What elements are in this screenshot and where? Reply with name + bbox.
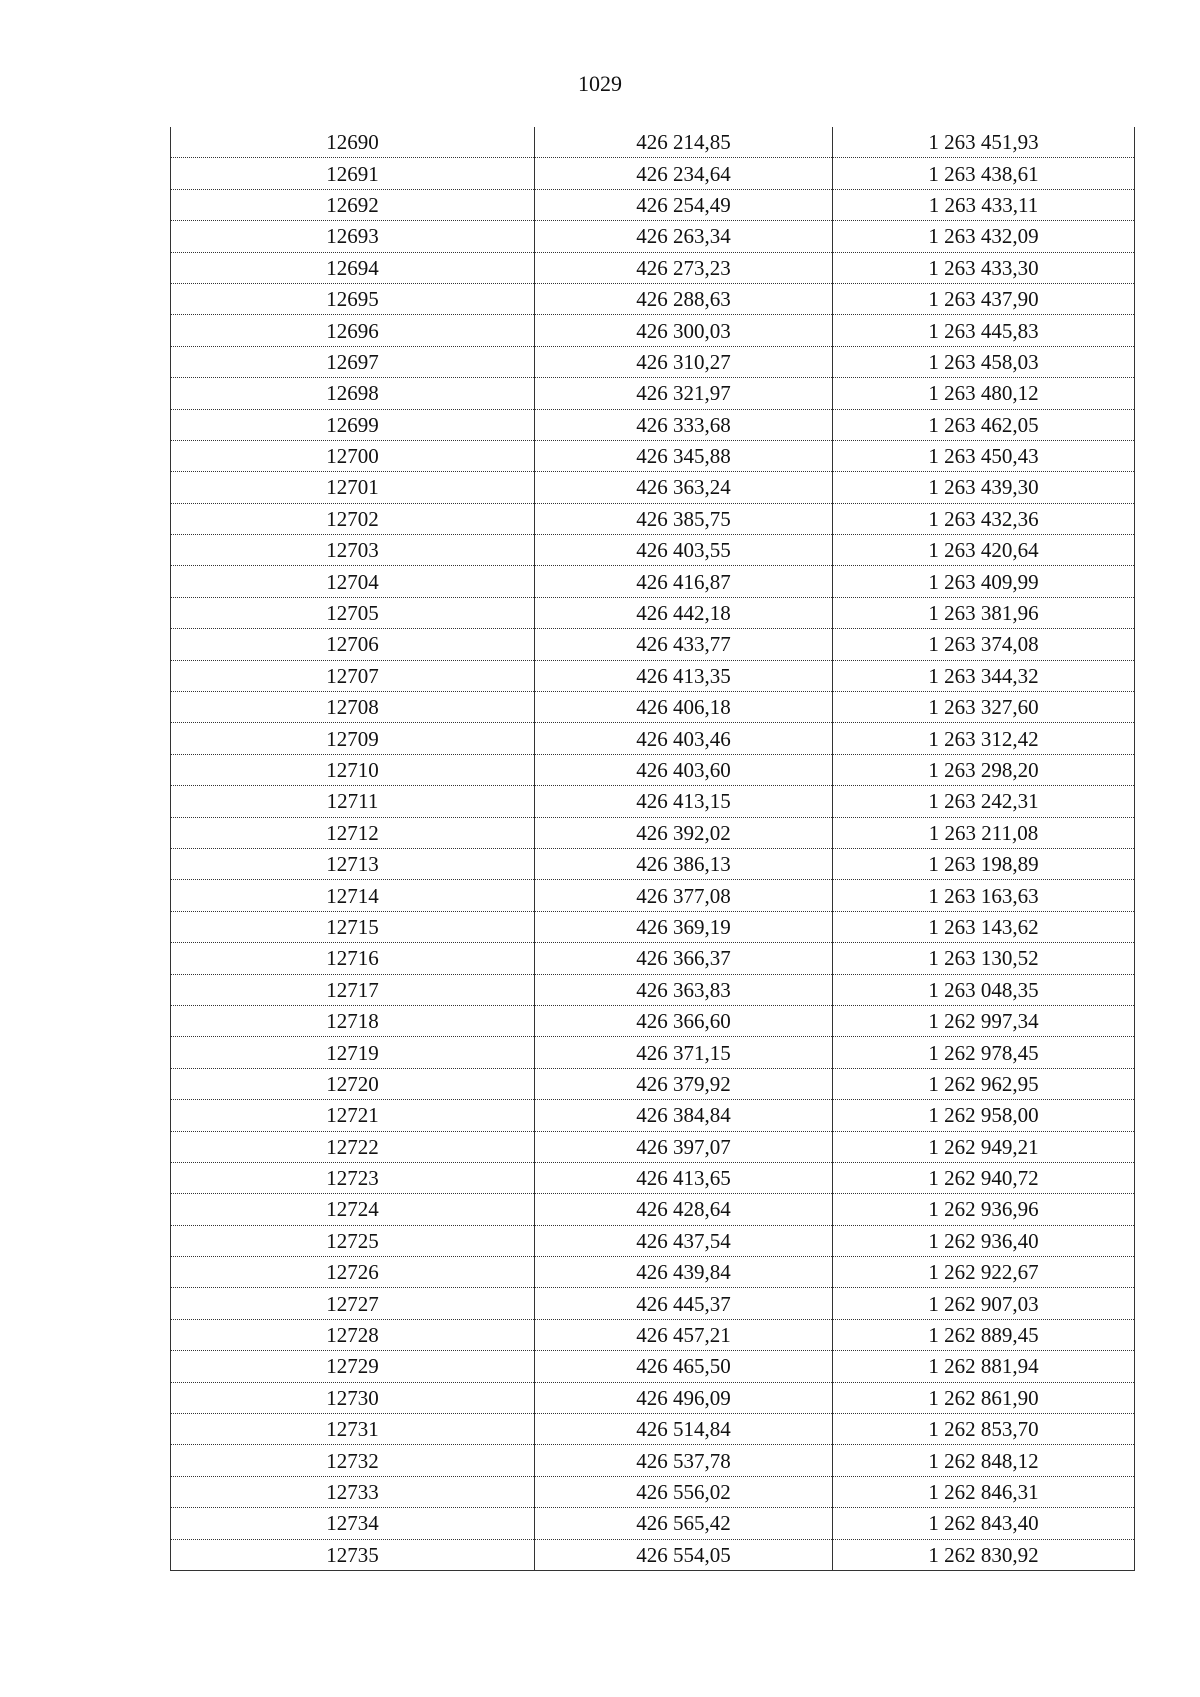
table-row [171,535,1135,566]
y-coordinate-cell: 1 262 848,12 [833,1445,1135,1476]
y-coordinate-cell: 1 263 198,89 [833,848,1135,879]
x-coordinate-cell: 426 386,13 [535,848,833,879]
y-coordinate-cell: 1 262 922,67 [833,1257,1135,1288]
x-coordinate-cell: 426 554,05 [535,1539,833,1570]
x-coordinate-cell: 426 273,23 [535,252,833,283]
x-coordinate-cell: 426 363,83 [535,974,833,1005]
point-number-cell: 12726 [171,1257,535,1288]
y-coordinate-cell: 1 263 458,03 [833,346,1135,377]
y-coordinate-cell: 1 263 374,08 [833,629,1135,660]
point-number-cell: 12698 [171,378,535,409]
x-coordinate-cell: 426 439,84 [535,1257,833,1288]
table-row [171,378,1135,409]
y-coordinate-cell: 1 263 143,62 [833,911,1135,942]
point-number-cell: 12709 [171,723,535,754]
y-coordinate-cell: 1 263 450,43 [833,440,1135,471]
x-coordinate-cell: 426 214,85 [535,127,833,158]
y-coordinate-cell: 1 262 936,40 [833,1225,1135,1256]
table-row [171,660,1135,691]
table-row [171,1508,1135,1539]
y-coordinate-cell: 1 263 242,31 [833,786,1135,817]
x-coordinate-cell: 426 403,60 [535,754,833,785]
x-coordinate-cell: 426 300,03 [535,315,833,346]
point-number-cell: 12731 [171,1414,535,1445]
x-coordinate-cell: 426 457,21 [535,1319,833,1350]
x-coordinate-cell: 426 537,78 [535,1445,833,1476]
table-row [171,189,1135,220]
point-number-cell: 12704 [171,566,535,597]
point-number-cell: 12701 [171,472,535,503]
point-number-cell: 12707 [171,660,535,691]
table-row [171,943,1135,974]
point-number-cell: 12703 [171,535,535,566]
y-coordinate-cell: 1 263 130,52 [833,943,1135,974]
table-row [171,440,1135,471]
x-coordinate-cell: 426 310,27 [535,346,833,377]
table-row [171,315,1135,346]
point-number-cell: 12695 [171,283,535,314]
y-coordinate-cell: 1 263 445,83 [833,315,1135,346]
point-number-cell: 12729 [171,1351,535,1382]
table-row [171,723,1135,754]
y-coordinate-cell: 1 262 843,40 [833,1508,1135,1539]
point-number-cell: 12719 [171,1037,535,1068]
point-number-cell: 12694 [171,252,535,283]
x-coordinate-cell: 426 416,87 [535,566,833,597]
y-coordinate-cell: 1 262 846,31 [833,1476,1135,1507]
point-number-cell: 12716 [171,943,535,974]
point-number-cell: 12733 [171,1476,535,1507]
y-coordinate-cell: 1 262 907,03 [833,1288,1135,1319]
y-coordinate-cell: 1 263 432,09 [833,221,1135,252]
y-coordinate-cell: 1 262 881,94 [833,1351,1135,1382]
point-number-cell: 12718 [171,1005,535,1036]
point-number-cell: 12690 [171,127,535,158]
table-row [171,127,1135,158]
point-number-cell: 12696 [171,315,535,346]
table-row [171,1351,1135,1382]
point-number-cell: 12699 [171,409,535,440]
point-number-cell: 12724 [171,1194,535,1225]
table-row [171,692,1135,723]
table-row [171,911,1135,942]
x-coordinate-cell: 426 363,24 [535,472,833,503]
table-row [171,597,1135,628]
point-number-cell: 12728 [171,1319,535,1350]
y-coordinate-cell: 1 263 312,42 [833,723,1135,754]
point-number-cell: 12712 [171,817,535,848]
point-number-cell: 12727 [171,1288,535,1319]
point-number-cell: 12717 [171,974,535,1005]
y-coordinate-cell: 1 262 949,21 [833,1131,1135,1162]
x-coordinate-cell: 426 413,15 [535,786,833,817]
x-coordinate-cell: 426 366,37 [535,943,833,974]
y-coordinate-cell: 1 262 962,95 [833,1068,1135,1099]
x-coordinate-cell: 426 442,18 [535,597,833,628]
x-coordinate-cell: 426 366,60 [535,1005,833,1036]
table-row [171,283,1135,314]
y-coordinate-cell: 1 263 420,64 [833,535,1135,566]
y-coordinate-cell: 1 263 432,36 [833,503,1135,534]
y-coordinate-cell: 1 263 327,60 [833,692,1135,723]
point-number-cell: 12725 [171,1225,535,1256]
point-number-cell: 12708 [171,692,535,723]
y-coordinate-cell: 1 262 861,90 [833,1382,1135,1413]
y-coordinate-cell: 1 263 433,11 [833,189,1135,220]
table-row [171,1037,1135,1068]
x-coordinate-cell: 426 406,18 [535,692,833,723]
point-number-cell: 12735 [171,1539,535,1570]
point-number-cell: 12692 [171,189,535,220]
point-number-cell: 12706 [171,629,535,660]
y-coordinate-cell: 1 262 853,70 [833,1414,1135,1445]
point-number-cell: 12734 [171,1508,535,1539]
point-number-cell: 12697 [171,346,535,377]
point-number-cell: 12691 [171,158,535,189]
point-number-cell: 12732 [171,1445,535,1476]
coordinates-table-body [171,127,1135,1570]
y-coordinate-cell: 1 262 978,45 [833,1037,1135,1068]
y-coordinate-cell: 1 262 889,45 [833,1319,1135,1350]
x-coordinate-cell: 426 413,35 [535,660,833,691]
table-row [171,1225,1135,1256]
point-number-cell: 12693 [171,221,535,252]
x-coordinate-cell: 426 288,63 [535,283,833,314]
x-coordinate-cell: 426 403,46 [535,723,833,754]
table-row [171,848,1135,879]
table-row [171,252,1135,283]
x-coordinate-cell: 426 433,77 [535,629,833,660]
y-coordinate-cell: 1 263 437,90 [833,283,1135,314]
table-row [171,158,1135,189]
point-number-cell: 12714 [171,880,535,911]
point-number-cell: 12713 [171,848,535,879]
x-coordinate-cell: 426 397,07 [535,1131,833,1162]
point-number-cell: 12723 [171,1162,535,1193]
x-coordinate-cell: 426 345,88 [535,440,833,471]
y-coordinate-cell: 1 263 381,96 [833,597,1135,628]
x-coordinate-cell: 426 428,64 [535,1194,833,1225]
x-coordinate-cell: 426 403,55 [535,535,833,566]
x-coordinate-cell: 426 445,37 [535,1288,833,1319]
table-row [171,1445,1135,1476]
x-coordinate-cell: 426 514,84 [535,1414,833,1445]
point-number-cell: 12705 [171,597,535,628]
y-coordinate-cell: 1 263 048,35 [833,974,1135,1005]
y-coordinate-cell: 1 262 997,34 [833,1005,1135,1036]
y-coordinate-cell: 1 263 462,05 [833,409,1135,440]
page-number: 1029 [578,71,622,96]
table-row [171,1162,1135,1193]
point-number-cell: 12720 [171,1068,535,1099]
x-coordinate-cell: 426 369,19 [535,911,833,942]
table-row [171,472,1135,503]
y-coordinate-cell: 1 262 936,96 [833,1194,1135,1225]
table-row [171,1382,1135,1413]
x-coordinate-cell: 426 377,08 [535,880,833,911]
y-coordinate-cell: 1 263 298,20 [833,754,1135,785]
x-coordinate-cell: 426 392,02 [535,817,833,848]
table-row [171,1194,1135,1225]
y-coordinate-cell: 1 262 958,00 [833,1100,1135,1131]
table-row [171,817,1135,848]
table-row [171,1414,1135,1445]
table-row [171,1005,1135,1036]
point-number-cell: 12715 [171,911,535,942]
point-number-cell: 12702 [171,503,535,534]
x-coordinate-cell: 426 556,02 [535,1476,833,1507]
table-row [171,629,1135,660]
table-row [171,409,1135,440]
table-row [171,786,1135,817]
x-coordinate-cell: 426 413,65 [535,1162,833,1193]
point-number-cell: 12711 [171,786,535,817]
table-row [171,1257,1135,1288]
y-coordinate-cell: 1 262 940,72 [833,1162,1135,1193]
x-coordinate-cell: 426 565,42 [535,1508,833,1539]
table-row [171,1068,1135,1099]
table-row [171,974,1135,1005]
point-number-cell: 12730 [171,1382,535,1413]
y-coordinate-cell: 1 263 439,30 [833,472,1135,503]
x-coordinate-cell: 426 496,09 [535,1382,833,1413]
table-row [171,1288,1135,1319]
y-coordinate-cell: 1 263 344,32 [833,660,1135,691]
table-row [171,1131,1135,1162]
y-coordinate-cell: 1 263 409,99 [833,566,1135,597]
x-coordinate-cell: 426 379,92 [535,1068,833,1099]
x-coordinate-cell: 426 263,34 [535,221,833,252]
y-coordinate-cell: 1 262 830,92 [833,1539,1135,1570]
coordinates-table [170,127,1135,1571]
x-coordinate-cell: 426 385,75 [535,503,833,534]
table-row [171,1539,1135,1570]
table-row [171,1319,1135,1350]
point-number-cell: 12700 [171,440,535,471]
y-coordinate-cell: 1 263 433,30 [833,252,1135,283]
point-number-cell: 12721 [171,1100,535,1131]
point-number-cell: 12710 [171,754,535,785]
y-coordinate-cell: 1 263 163,63 [833,880,1135,911]
y-coordinate-cell: 1 263 451,93 [833,127,1135,158]
table-row [171,1476,1135,1507]
x-coordinate-cell: 426 333,68 [535,409,833,440]
x-coordinate-cell: 426 371,15 [535,1037,833,1068]
x-coordinate-cell: 426 321,97 [535,378,833,409]
x-coordinate-cell: 426 254,49 [535,189,833,220]
table-row [171,566,1135,597]
table-row [171,754,1135,785]
table-row [171,503,1135,534]
x-coordinate-cell: 426 437,54 [535,1225,833,1256]
table-row [171,221,1135,252]
x-coordinate-cell: 426 234,64 [535,158,833,189]
x-coordinate-cell: 426 384,84 [535,1100,833,1131]
point-number-cell: 12722 [171,1131,535,1162]
table-row [171,880,1135,911]
table-row [171,1100,1135,1131]
table-row [171,346,1135,377]
y-coordinate-cell: 1 263 211,08 [833,817,1135,848]
y-coordinate-cell: 1 263 480,12 [833,378,1135,409]
y-coordinate-cell: 1 263 438,61 [833,158,1135,189]
x-coordinate-cell: 426 465,50 [535,1351,833,1382]
